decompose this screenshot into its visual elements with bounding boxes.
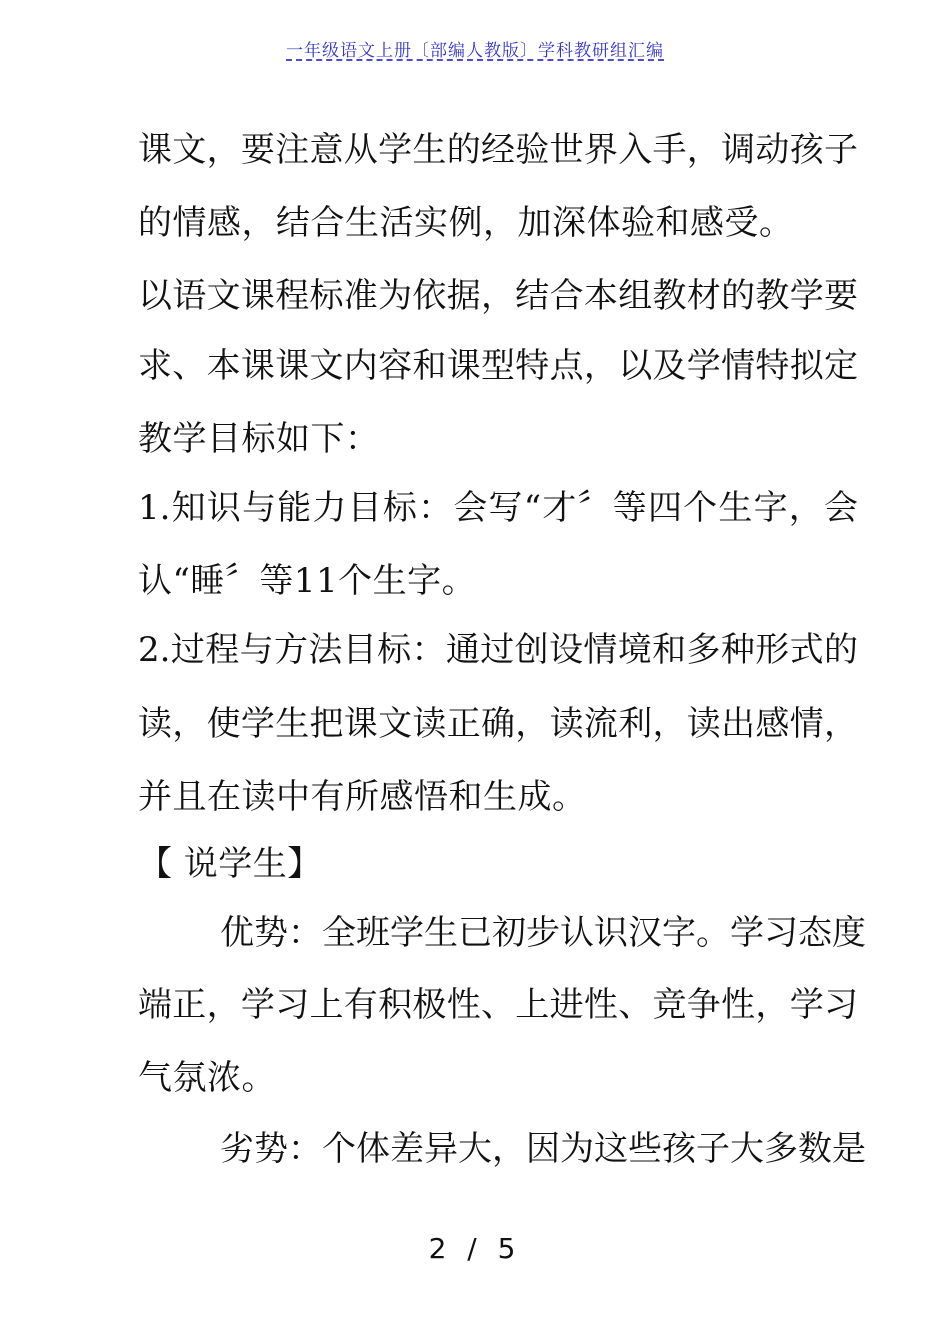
body-line: 端正，学习上有积极性、上进性、竞争性，学习 xyxy=(138,985,858,1025)
body-line: 课文，要注意从学生的经验世界入手，调动孩子 xyxy=(138,130,858,170)
body-line: 以语文课程标准为依据，结合本组教材的教学要 xyxy=(138,276,858,316)
body-line: 教学目标如下： xyxy=(138,419,380,459)
page-number: 2 / 5 xyxy=(428,1232,522,1265)
body-line: 求、本课课文内容和课型特点，以及学情特拟定 xyxy=(138,346,858,386)
header-title-link[interactable]: 一年级语文上册〔部编人教版〕学科教研组汇编 xyxy=(286,41,664,61)
body-line: 认“睡〞等11个生字。 xyxy=(138,561,477,601)
body-line: 1.知识与能力目标：会写“才〞等四个生字，会 xyxy=(138,488,858,528)
body-line: 的情感，结合生活实例，加深体验和感受。 xyxy=(138,203,794,243)
body-line: 2.过程与方法目标：通过创设情境和多种形式的 xyxy=(138,630,858,670)
body-line: 读，使学生把课文读正确，读流利，读出感情， xyxy=(138,704,858,744)
section-heading: 【 说学生】 xyxy=(138,844,322,884)
body-line: 优势：全班学生已初步认识汉字。学习态度 xyxy=(220,913,866,953)
body-line: 气氛浓。 xyxy=(138,1058,276,1098)
body-line: 劣势：个体差异大，因为这些孩子大多数是 xyxy=(220,1129,866,1169)
body-line: 并且在读中有所感悟和生成。 xyxy=(138,777,587,817)
page-header xyxy=(0,36,950,61)
